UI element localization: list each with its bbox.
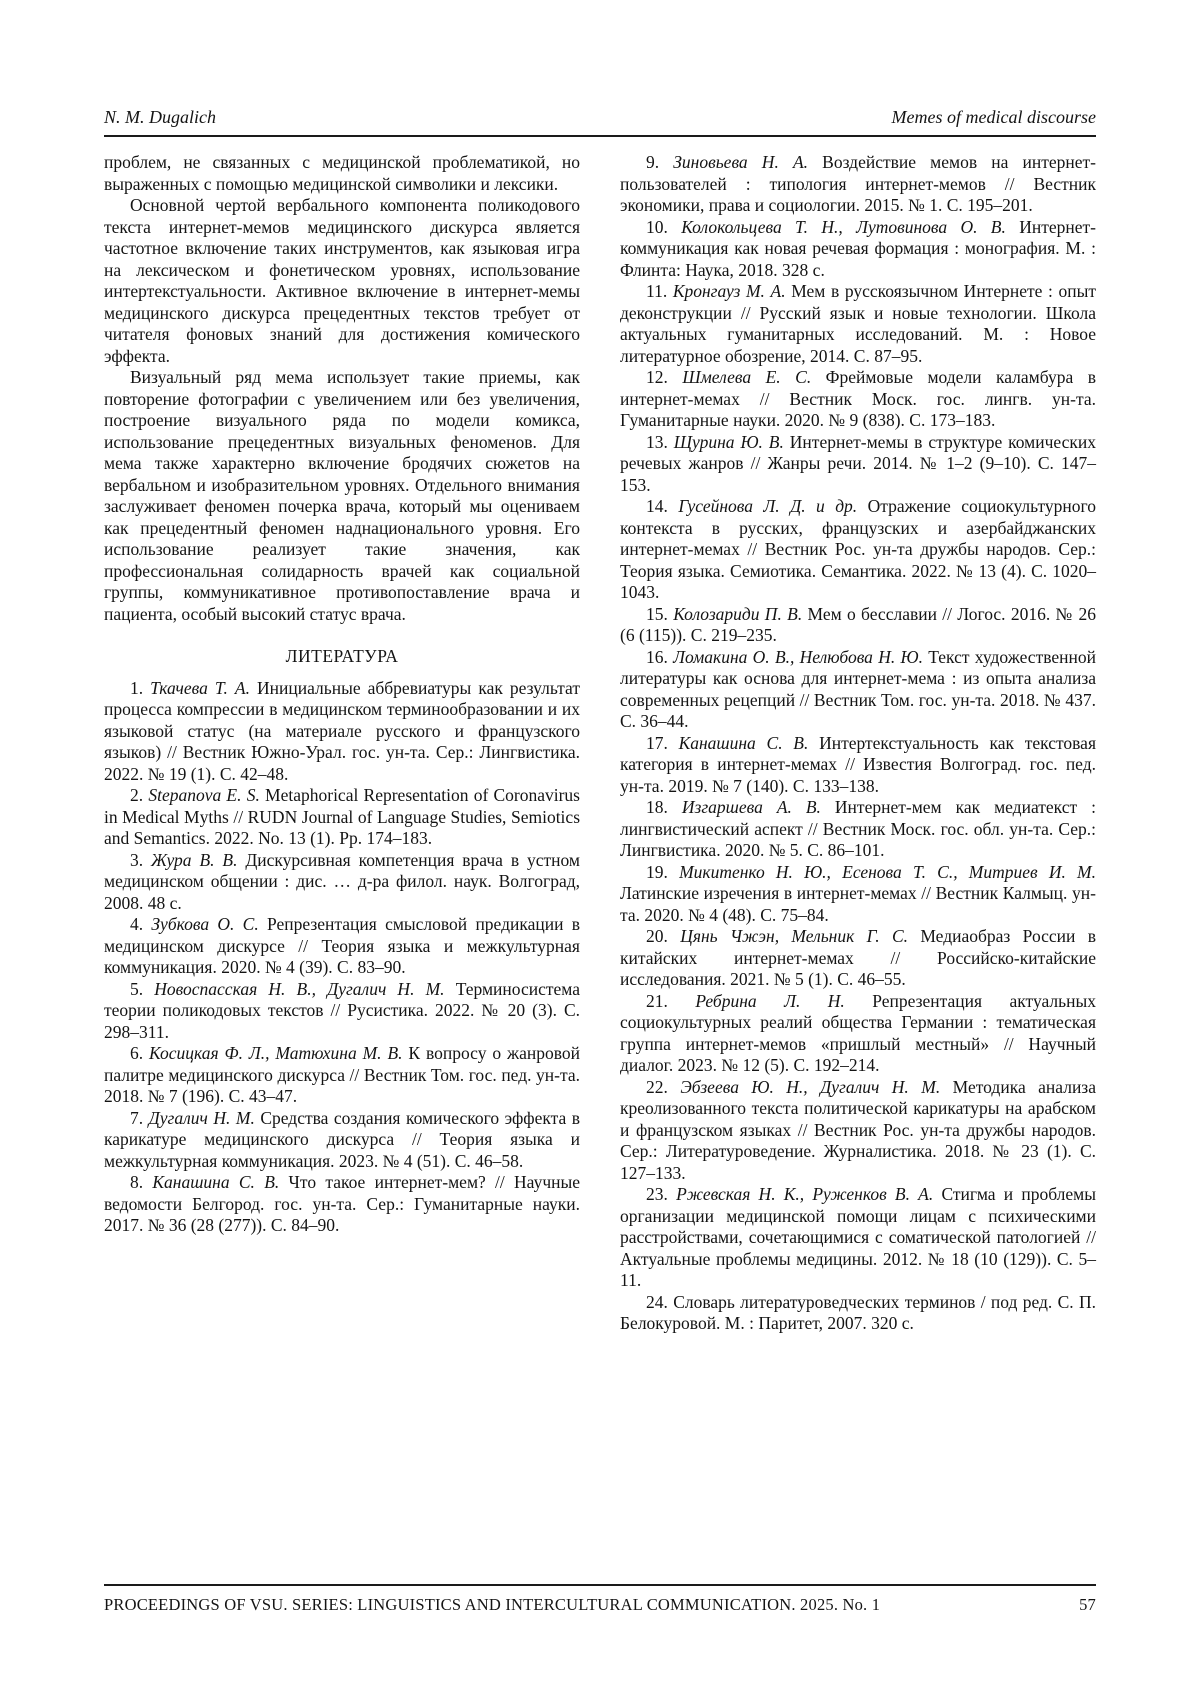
- reference-authors: Зиновьева Н. А.: [673, 152, 809, 172]
- reference-number: 10.: [646, 216, 682, 237]
- reference-authors: Гусейнова Л. Д. и др.: [678, 496, 858, 516]
- reference-item: 19. Микитенко Н. Ю., Есенова Т. С., Митриев И. М. Латинские изречения в интернет-мемах // Вестник Калмыц. ун-та. 2020. № 4 (48). С. 75–84.: [620, 861, 1096, 925]
- header-rule: [104, 135, 1096, 137]
- reference-number: 22.: [646, 1076, 681, 1097]
- reference-authors: Колозариди П. В.: [673, 603, 803, 624]
- reference-authors: Косицкая Ф. Л., Матюхина М. В.: [149, 1043, 403, 1063]
- reference-authors: Stepanova E. S.: [148, 785, 260, 805]
- reference-item: 7. Дугалич Н. М. Средства создания комического эффекта в карикатуре медицинского дискурса // Теория языка и межкультурная коммуникация. 2023. № 4 (51). С. 46–58.: [104, 1107, 581, 1171]
- reference-item: 17. Канашина С. В. Интертекстуальность как текстовая категория в интернет-мемах // Известия Волгоград. гос. пед. ун-та. 2019. № 7 (140). С. 133–138.: [620, 732, 1096, 796]
- footer-journal-line: PROCEEDINGS OF VSU. SERIES: LINGUISTICS AND INTERCULTURAL COMMUNICATION. 2025. No. 1: [104, 1595, 881, 1614]
- reference-item: 15. Колозариди П. В. Мем о бесславии // Логос. 2016. № 26 (6 (115)). С. 219–235.: [620, 603, 1097, 645]
- reference-number: 13.: [646, 431, 674, 452]
- reference-authors: Колокольцева Т. Н., Лутовинова О. В.: [681, 216, 1006, 237]
- reference-number: 2.: [130, 785, 149, 805]
- reference-authors: Ребрина Л. Н.: [695, 990, 845, 1011]
- reference-number: 19.: [646, 861, 680, 882]
- reference-number: 3.: [130, 849, 152, 870]
- reference-number: 4.: [130, 914, 152, 934]
- reference-item: 1. Ткачева Т. А. Инициальные аббревиатуры как результат процесса компрессии в медицинском терминообразовании и их языковой статус (на материале русского и французского языков) // Вестник Южно-Урал. гос. ун-та. Сер.: Лингвистика. 2022. № 19 (1). С. 42–48.: [104, 677, 580, 784]
- reference-item: 13. Щурина Ю. В. Интернет-мемы в структуре комических речевых жанров // Жанры речи. 2014. № 1–2 (9–10). С. 147–153.: [620, 431, 1096, 495]
- running-header-author: N. M. Dugalich: [104, 107, 216, 127]
- reference-authors: Ржевская Н. К., Руженков В. А.: [676, 1184, 934, 1204]
- reference-number: 21.: [646, 990, 696, 1011]
- page-number: 57: [1079, 1595, 1096, 1614]
- reference-number: 6.: [130, 1043, 150, 1063]
- reference-number: 5.: [130, 978, 155, 999]
- reference-authors: Зубкова О. С.: [151, 914, 259, 934]
- reference-item: 24. Словарь литературоведческих терминов / под ред. С. П. Белокуровой. М. : Паритет, 2007. 320 с.: [620, 1291, 1096, 1333]
- reference-item: 11. Кронгауз М. А. Мем в русскоязычном Интернете : опыт деконструкции // Русский язык и новые технологии. Школа актуальных гуманитарных исследований. М. : Новое литературное обозрение, 2014. С. 87–95.: [620, 281, 1096, 366]
- reference-authors: Канашина С. В.: [152, 1172, 280, 1192]
- body-paragraph: проблем, не связанных с медицинской проблематикой, но выраженных с помощью медицинской символики и лексики.: [104, 152, 580, 194]
- running-header-title: Memes of medical discourse: [891, 107, 1096, 127]
- reference-authors: Эбзеева Ю. Н., Дугалич Н. М.: [680, 1076, 941, 1097]
- reference-item: 4. Зубкова О. С. Репрезентация смысловой предикации в медицинском дискурсе // Теория языка и межкультурная коммуникация. 2020. № 4 (39). С. 83–90.: [104, 914, 580, 977]
- reference-number: 24.: [646, 1291, 674, 1312]
- reference-number: 15.: [646, 603, 674, 624]
- reference-item: 12. Шмелева Е. С. Фреймовые модели каламбура в интернет-мемах // Вестник Моск. гос. лингв. ун-та. Гуманитарные науки. 2020. № 9 (838). С. 173–183.: [620, 367, 1096, 430]
- reference-authors: Шмелева Е. С.: [682, 367, 812, 387]
- footer-rule: [104, 1584, 1096, 1586]
- reference-authors: Изгаршева А. В.: [681, 797, 821, 817]
- reference-number: 11.: [646, 281, 673, 301]
- reference-item: 3. Жура В. В. Дискурсивная компетенция врача в устном медицинском общении : дис. … д-ра филол. наук. Волгоград, 2008. 48 с.: [104, 849, 580, 913]
- reference-item: 9. Зиновьева Н. А. Воздействие мемов на интернет-пользователей : типология интернет-мемов // Вестник экономики, права и социологии. 2015. № 1. С. 195–201.: [620, 152, 1097, 215]
- reference-item: 14. Гусейнова Л. Д. и др. Отражение социокультурного контекста в русских, французских и азербайджанских интернет-мемах // Вестник Рос. ун-та дружбы народов. Сер.: Теория языка. Семиотика. Семантика. 2022. № 13 (4). С. 1020–1043.: [620, 496, 1096, 602]
- references-heading: ЛИТЕРАТУРА: [285, 646, 399, 666]
- body-paragraphs: [104, 152, 580, 625]
- running-header: [104, 106, 1096, 128]
- reference-authors: Ломакина О. В., Нелюбова Н. Ю.: [673, 646, 923, 667]
- reference-item: 21. Ребрина Л. Н. Репрезентация актуальных социокультурных реалий общества Германии : тематическая группа интернет-мемов «пришлый местный» // Научный диалог. 2023. № 12 (5). С. 192–214.: [620, 990, 1096, 1075]
- reference-item: 16. Ломакина О. В., Нелюбова Н. Ю. Текст художественной литературы как основа для интернет-мема : из опыта анализа современных рецепций // Вестник Том. гос. ун-та. 2018. № 437. С. 36–44.: [620, 646, 1096, 731]
- two-column-body: [104, 152, 1096, 1335]
- reference-authors: Дугалич Н. М.: [148, 1107, 255, 1128]
- reference-authors: Новоспасская Н. В., Дугалич Н. М.: [154, 978, 445, 999]
- reference-item: 2. Stepanova E. S. Metaphorical Representation of Coronavirus in Medical Myths // RUDN Journal of Language Studies, Semiotics and Semantics. 2022. No. 13 (1). Pp. 174–183.: [104, 785, 580, 848]
- references-list-right: [620, 152, 1096, 1335]
- reference-authors: Ткачева Т. А.: [150, 677, 250, 698]
- reference-number: 17.: [646, 732, 679, 753]
- reference-number: 18.: [646, 797, 682, 817]
- reference-number: 7.: [130, 1107, 149, 1128]
- reference-number: 23.: [646, 1184, 677, 1204]
- reference-item: 22. Эбзеева Ю. Н., Дугалич Н. М. Методика анализа креолизованного текста политической карикатуры на арабском и французском языках // Вестник Рос. ун-та дружбы народов. Сер.: Литературоведение. Журналистика. 2018. № 23 (1). С. 127–133.: [620, 1076, 1096, 1183]
- reference-item: 6. Косицкая Ф. Л., Матюхина М. В. К вопросу о жанровой палитре медицинского дискурса // Вестник Том. гос. пед. ун-та. 2018. № 7 (196). С. 43–47.: [104, 1043, 581, 1106]
- reference-item: 10. Колокольцева Т. Н., Лутовинова О. В. Интернет-коммуникация как новая речевая формация : монография. М. : Флинта: Наука, 2018. 328 с.: [620, 216, 1096, 280]
- body-paragraph: Визуальный ряд мема использует такие приемы, как повторение фотографии с увеличением или без увеличения, построение визуального ряда по модели комикса, использование прецедентных визуальных феноменов. Для мема также характерно включение бродячих сюжетов на вербальном и изобразительном уровнях. Отдельного внимания заслуживает феномен почерка врача, который мы оцениваем как прецедентный феномен наднационального уровня. Его использование реализует такие значения, как профессиональная солидарность врачей как социальной группы, коммуникативное противопоставление врача и пациента, особый высокий статус врача.: [104, 367, 580, 624]
- reference-item: 8. Канашина С. В. Что такое интернет-мем? // Научные ведомости Белгород. гос. ун-та. Сер.: Гуманитарные науки. 2017. № 36 (28 (277)). С. 84–90.: [104, 1172, 581, 1235]
- left-column: [104, 152, 580, 1335]
- reference-item: 5. Новоспасская Н. В., Дугалич Н. М. Терминосистема теории поликодовых текстов // Русистика. 2022. № 20 (3). С. 298–311.: [104, 978, 580, 1042]
- reference-authors: Канашина С. В.: [678, 732, 809, 753]
- reference-authors: Цянь Чжэн, Мельник Г. С.: [680, 926, 909, 946]
- reference-number: 1.: [130, 677, 151, 698]
- reference-number: 9.: [646, 152, 674, 172]
- reference-authors: Щурина Ю. В.: [673, 431, 784, 452]
- body-paragraph: Основной чертой вербального компонента поликодового текста интернет-мемов медицинского дискурса является частотное включение таких инструментов, как языковая игра на лексическом и фонетическом уровнях, использование интертекстуальности. Активное включение в интернет-мемы медицинского дискурса прецедентных текстов требует от читателя фоновых знаний для достижения комического эффекта.: [104, 195, 580, 366]
- reference-authors: Кронгауз М. А.: [672, 281, 786, 301]
- reference-authors: Микитенко Н. Ю., Есенова Т. С., Митриев И. М.: [679, 861, 1096, 882]
- reference-number: 16.: [646, 646, 674, 667]
- reference-number: 20.: [646, 926, 681, 946]
- reference-item: 23. Ржевская Н. К., Руженков В. А. Стигма и проблемы организации медицинской помощи лицам с психическими расстройствами, сочетающимися с соматической патологией // Актуальные проблемы медицины. 2012. № 18 (10 (129)). С. 5–11.: [620, 1184, 1097, 1290]
- page-footer: [104, 1584, 1096, 1615]
- right-column: [620, 152, 1096, 1335]
- reference-number: 8.: [130, 1172, 153, 1192]
- reference-number: 14.: [646, 496, 679, 516]
- reference-authors: Жура В. В.: [151, 849, 238, 870]
- references-list-left: [104, 678, 580, 1237]
- reference-item: 20. Цянь Чжэн, Мельник Г. С. Медиаобраз России в китайских интернет-мемах // Российско-китайские исследования. 2021. № 5 (1). С. 46–55.: [620, 926, 1097, 989]
- reference-item: 18. Изгаршева А. В. Интернет-мем как медиатекст : лингвистический аспект // Вестник Моск. гос. обл. ун-та. Сер.: Лингвистика. 2020. № 5. С. 86–101.: [620, 797, 1096, 860]
- reference-number: 12.: [646, 367, 683, 387]
